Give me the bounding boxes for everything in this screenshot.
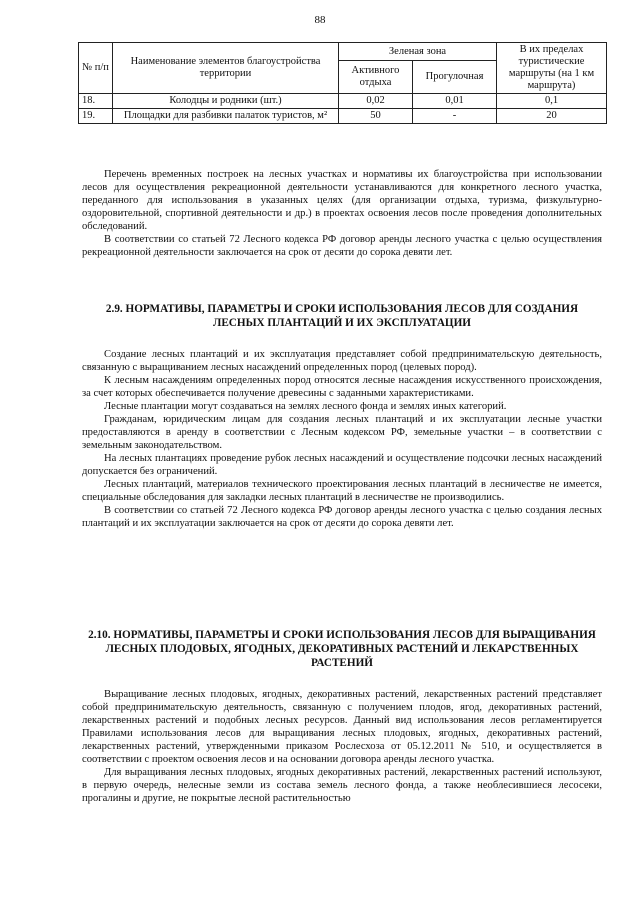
paragraph: Перечень временных построек на лесных участках и нормативы их благоустройства при использовании лесов для осуществления рекреационной деятельности устанавливаются для конкретного лесного участка, переданного для использования в указанных целях (для организации отдыха, туризма, физкультурно-оздоровительной, спортивной деятельности и др.) в проектах освоения лесов после проведения дополнительных обследований. xyxy=(82,169,602,232)
paragraph: Лесные плантации могут создаваться на землях лесного фонда и землях иных категорий. xyxy=(104,401,507,412)
paragraph: На лесных плантациях проведение рубок лесных насаждений и осуществление подсочки лесных насаждений допускается без ограничений. xyxy=(82,453,602,477)
section-2-10-heading: 2.10. НОРМАТИВЫ, ПАРАМЕТРЫ И СРОКИ ИСПОЛЬЗОВАНИЯ ЛЕСОВ ДЛЯ ВЫРАЩИВАНИЯ ЛЕСНЫХ ПЛОДОВЫХ, ЯГОДНЫХ, ДЕКОРАТИВНЫХ РАСТЕНИЙ И ЛЕКАРСТВЕННЫХ РАСТЕНИЙ xyxy=(88,629,596,669)
header-routes: В их пределах туристические маршруты (на 1 км маршрута) xyxy=(497,43,607,94)
row-walking: 0,01 xyxy=(413,94,497,109)
header-name: Наименование элементов благоустройства территории xyxy=(113,43,339,94)
section-2-10-text xyxy=(82,688,602,805)
section-2-9-text xyxy=(82,348,602,530)
table-header-row xyxy=(79,43,607,61)
row-num: 18. xyxy=(79,94,113,109)
header-green-zone: Зеленая зона xyxy=(339,43,497,61)
row-num: 19. xyxy=(79,109,113,124)
paragraph: В соответствии со статьей 72 Лесного кодекса РФ договор аренды лесного участка с целью создания лесных плантаций и их эксплуатации заключается на срок от десяти до сорока девяти лет. xyxy=(82,505,602,529)
table-row xyxy=(79,94,607,109)
table-row xyxy=(79,109,607,124)
paragraph: Создание лесных плантаций и их эксплуатация представляет собой предпринимательскую деятельность, связанную с выращиванием лесных насаждений определенных пород (целевых пород). xyxy=(82,349,602,373)
row-name: Колодцы и родники (шт.) xyxy=(113,94,339,109)
header-num: № п/п xyxy=(79,43,113,94)
row-name: Площадки для разбивки палаток туристов, м² xyxy=(113,109,339,124)
norms-table xyxy=(78,42,607,124)
row-active: 50 xyxy=(339,109,413,124)
page-number: 88 xyxy=(314,14,326,26)
row-routes: 0,1 xyxy=(497,94,607,109)
row-active: 0,02 xyxy=(339,94,413,109)
header-active: Активного отдыха xyxy=(339,61,413,94)
paragraph: Лесных плантаций, материалов технического проектирования лесных плантаций в лесничестве не имеется, специальные обследования для закладки лесных плантаций в лесничестве не производились. xyxy=(82,479,602,503)
header-walking: Прогулочная xyxy=(413,61,497,94)
row-routes: 20 xyxy=(497,109,607,124)
temporary-buildings-text xyxy=(82,168,602,259)
paragraph: Выращивание лесных плодовых, ягодных, декоративных растений, лекарственных растений представляет собой предпринимательскую деятельность, связанную с получением плодов, ягод, декоративных растений, лекарственных растений и подобных лесных ресурсов. Данный вид использования лесов регламентируется Правилами использования лесов для выращивания лесных плодовых, ягодных, декоративных растений, лекарственных растений, утвержденными приказом Рослесхоза от 05.12.2011 № 510, и осуществляется в соответствии с проектом освоения лесов и на основании договора аренды лесного участка. xyxy=(82,689,602,765)
paragraph: В соответствии со статьей 72 Лесного кодекса РФ договор аренды лесного участка с целью осуществления рекреационной деятельности заключается на срок от десяти до сорока девяти лет. xyxy=(82,234,602,258)
row-walking: - xyxy=(413,109,497,124)
section-2-9-heading: 2.9. НОРМАТИВЫ, ПАРАМЕТРЫ И СРОКИ ИСПОЛЬЗОВАНИЯ ЛЕСОВ ДЛЯ СОЗДАНИЯ ЛЕСНЫХ ПЛАНТАЦИЙ И ИХ ЭКСПЛУАТАЦИИ xyxy=(105,303,579,329)
paragraph: К лесным насаждениям определенных пород относятся лесные насаждения искусственного происхождения, за счет которых обеспечивается получение древесины с заданными характеристиками. xyxy=(82,375,602,399)
paragraph: Для выращивания лесных плодовых, ягодных декоративных растений, лекарственных растений используют, в первую очередь, нелесные земли из состава земель лесного фонда, а также необлесившиеся лесосеки, прогалины и другие, не покрытые лесной растительностью xyxy=(82,767,602,804)
paragraph: Гражданам, юридическим лицам для создания лесных плантаций и их эксплуатации лесные участки предоставляются в аренду в соответствии с Лесным кодексом РФ, земельные участки – в соответствии с земельным законодательством. xyxy=(82,414,602,451)
